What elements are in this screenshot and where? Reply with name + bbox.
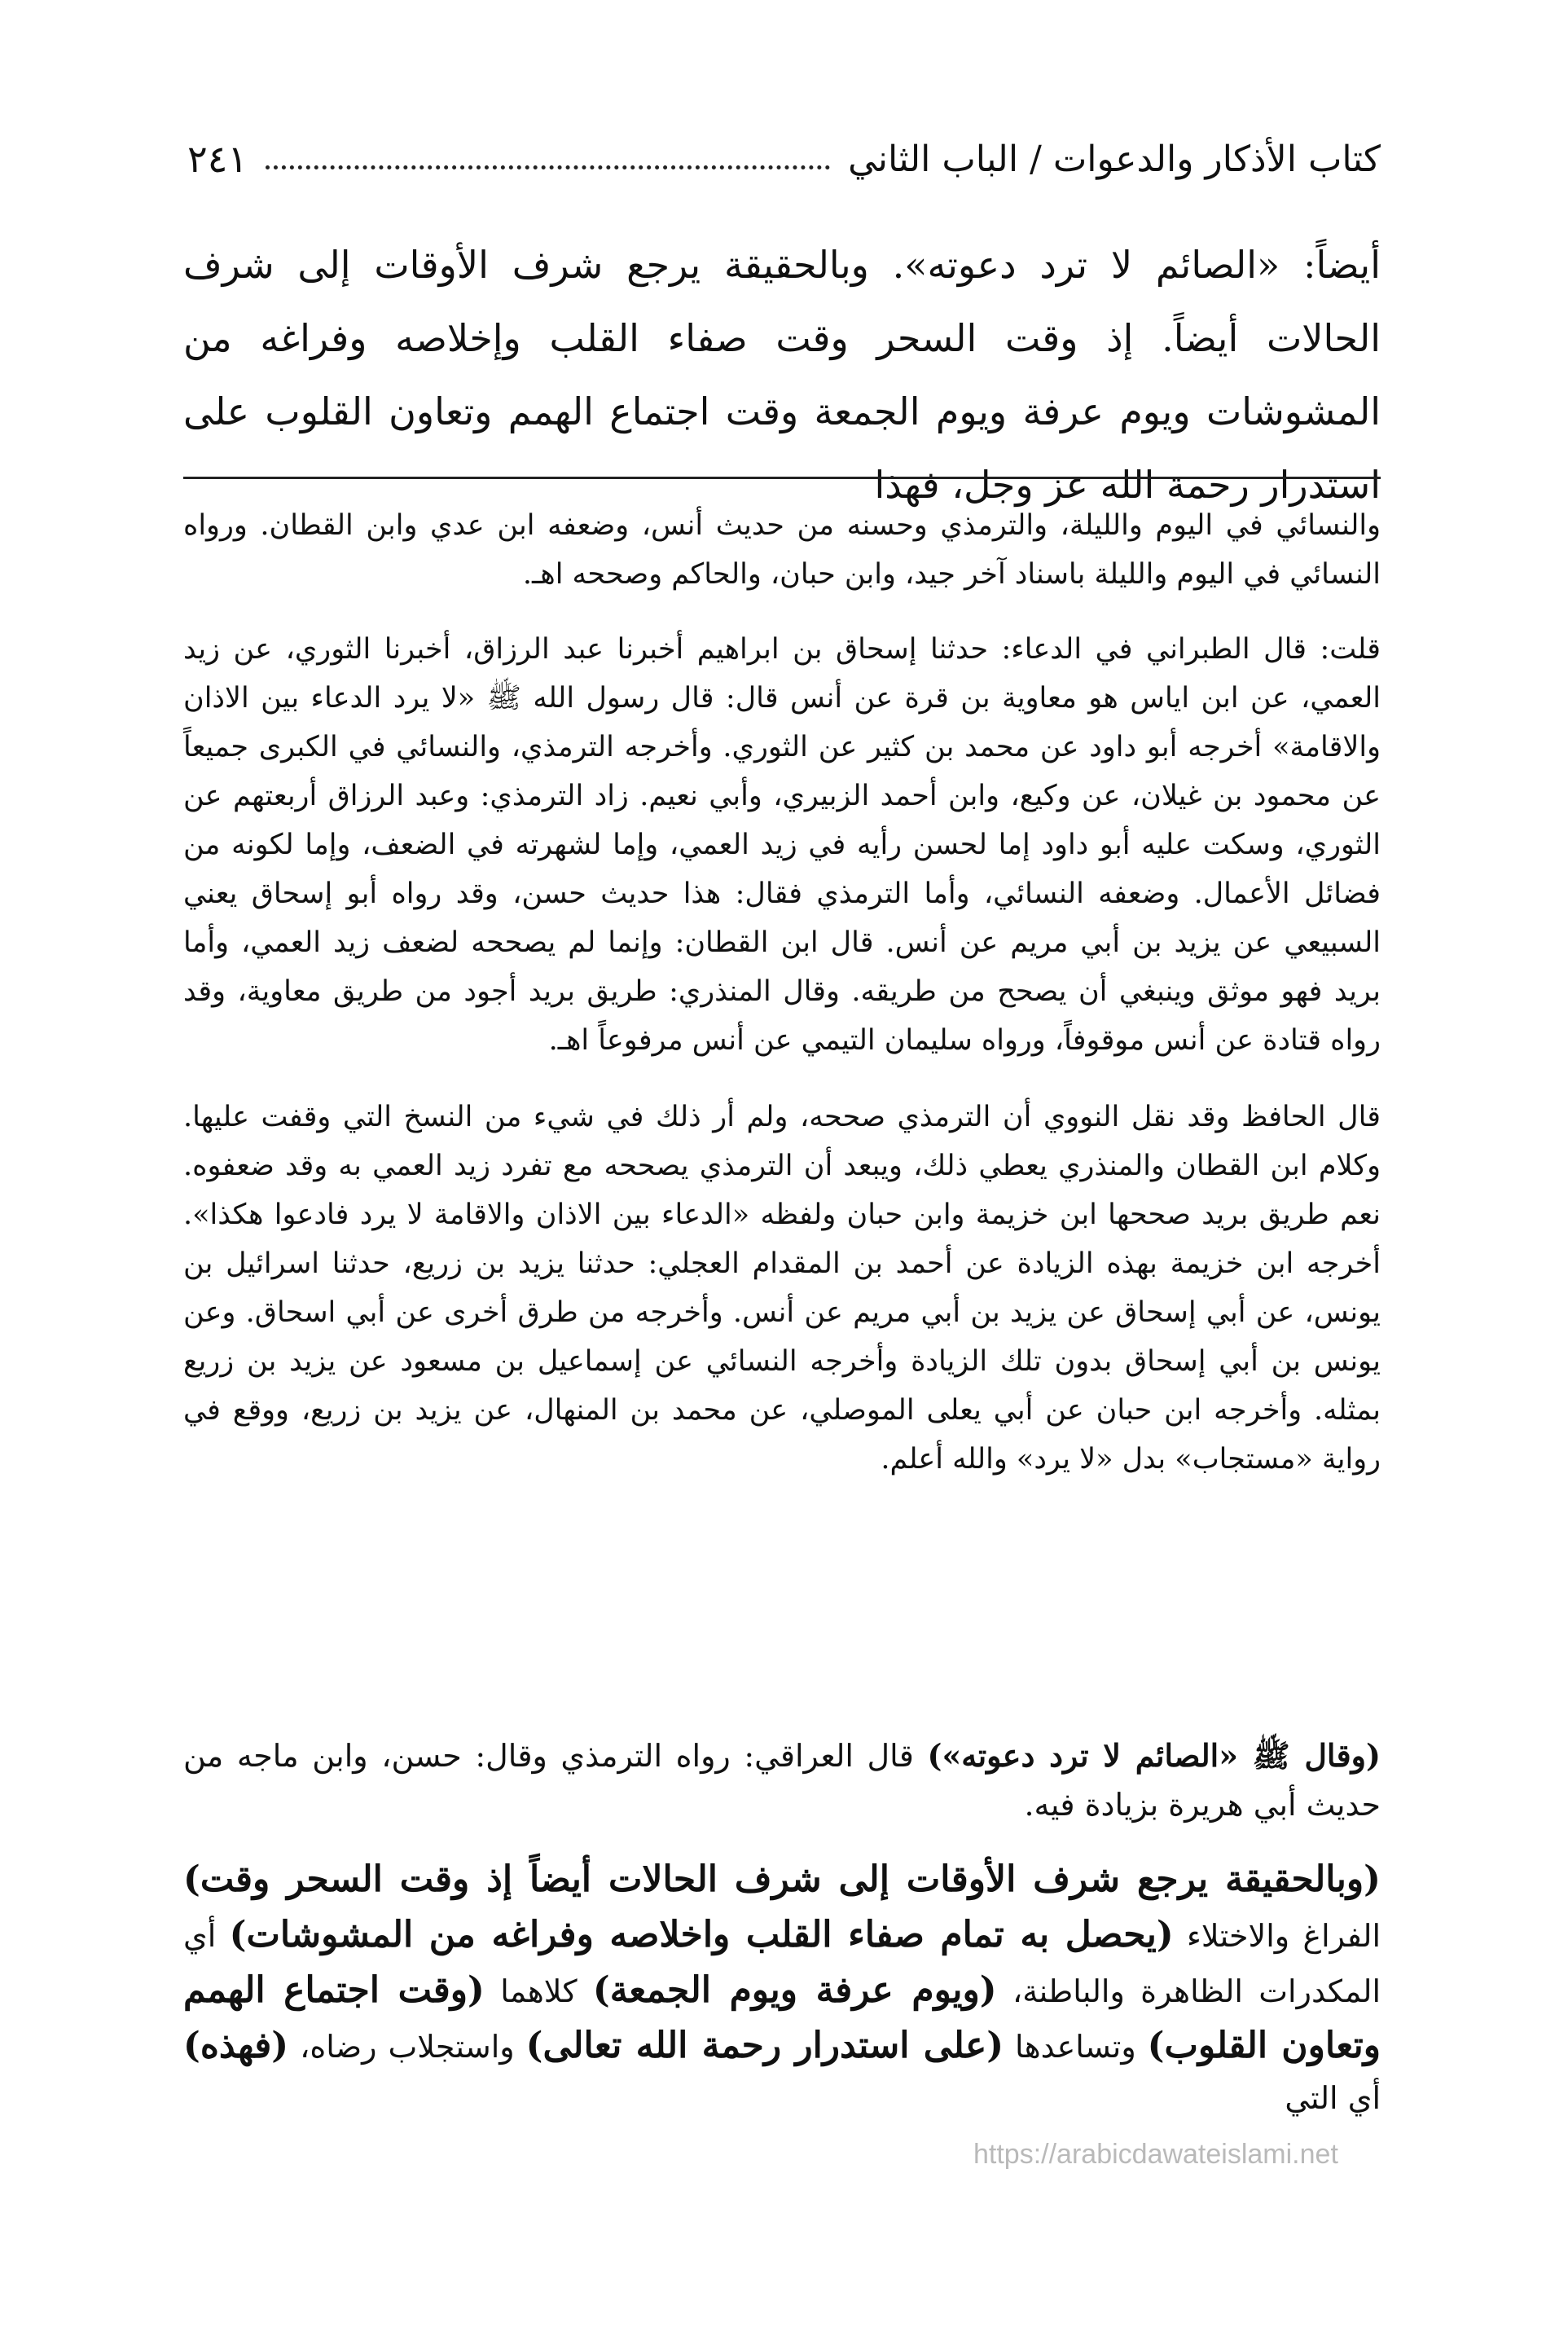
- commentary-span: وتساعدها: [1004, 2029, 1148, 2065]
- footnote-paragraph: قال الحافظ وقد نقل النووي أن الترمذي صححه، ولم أر ذلك في شيء من النسخ التي وقفت عليها. وكلام ابن القطان والمنذري يعطي ذلك، ويبعد أن الترمذي يصححه مع تفرد زيد العمي به وقد ضعفوه. نعم طريق بريد صححها ابن خزيمة وابن حبان ولفظه «الدعاء بين الاذان والاقامة لا يرد فادعوا هكذا». أخرجه ابن خزيمة بهذه الزيادة عن أحمد بن المقدام العجلي: حدثنا يزيد بن زريع، حدثنا اسرائيل بن يونس، عن أبي إسحاق عن يزيد بن أبي مريم عن أنس. وأخرجه من طرق أخرى عن أبي اسحاق. وعن يونس بن أبي إسحاق بدون تلك الزيادة وأخرجه النسائي عن إسماعيل بن مسعود عن يزيد بن زريع بمثله. وأخرجه ابن حبان عن أبي يعلى الموصلي، عن محمد بن المنهال، عن يزيد بن زريع، ووقع في رواية «مستجاب» بدل «لا يرد» والله أعلم.: [183, 1101, 1381, 1476]
- commentary-span: أي التي: [1285, 2080, 1381, 2116]
- commentary-span: الفراغ والاختلاء: [1173, 1918, 1381, 1954]
- main-paragraph: أيضاً: «الصائم لا ترد دعوته». وبالحقيقة يرجع شرف الأوقات إلى شرف الحالات أيضاً. إذ وقت السحر وقت صفاء القلب وإخلاصه وفراغه من المشوشات ويوم عرفة ويوم الجمعة وقت اجتماع الهمم وتعاون القلوب على استدرار رحمة الله عز وجل، فهذا: [183, 243, 1381, 507]
- leader-dots: [266, 165, 830, 169]
- quoted-matn: (فهذه): [183, 2025, 289, 2066]
- quoted-matn: (ويوم عرفة ويوم الجمعة): [592, 1969, 997, 2011]
- quoted-matn: (يحصل به تمام صفاء القلب واخلاصه وفراغه من المشوشات): [229, 1914, 1174, 1955]
- quoted-matn: (وقال ﷺ «الصائم لا ترد دعوته»): [927, 1737, 1381, 1774]
- quoted-matn: (على استدرار رحمة الله تعالى): [525, 2025, 1004, 2066]
- running-title: كتاب الأذكار والدعوات / الباب الثاني: [848, 138, 1381, 180]
- footnote-paragraph: والنسائي في اليوم والليلة، والترمذي وحسنه من حديث أنس، وضعفه ابن عدي وابن القطان. ورواه النسائي في اليوم والليلة باسناد آخر جيد، وابن حبان، والحاكم وصححه اهـ.: [183, 509, 1381, 591]
- commentary-span: كلاهما: [484, 1973, 593, 2009]
- running-header: [187, 122, 1381, 196]
- footnote-paragraph: قلت: قال الطبراني في الدعاء: حدثنا إسحاق بن ابراهيم أخبرنا عبد الرزاق، أخبرنا الثوري، عن زيد العمي، عن ابن اياس هو معاوية بن قرة عن أنس قال: قال رسول الله ﷺ «لا يرد الدعاء بين الاذان والاقامة» أخرجه أبو داود عن محمد بن كثير عن الثوري. وأخرجه الترمذي، والنسائي في الكبرى جميعاً عن محمود بن غيلان، عن وكيع، وابن أحمد الزبيري، وأبي نعيم. زاد الترمذي: وعبد الرزاق أربعتهم عن الثوري، وسكت عليه أبو داود إما لحسن رأيه في زيد العمي، وإما لشهرته في الضعف، وإما لكونه من فضائل الأعمال. وضعفه النسائي، وأما الترمذي فقال: هذا حديث حسن، وقد رواه أبو إسحاق يعني السبيعي عن يزيد بن أبي مريم عن أنس. قال ابن القطان: وإنما لم يصححه لضعف زيد العمي، وأما بريد فهو موثق وينبغي أن يصحح من طريقه. وقال المنذري: طريق بريد أجود من طريق معاوية، وقد رواه قتادة عن أنس موقوفاً، ورواه سليمان التيمي عن أنس مرفوعاً اهـ.: [183, 633, 1381, 1057]
- quoted-matn: (وبالحقيقة يرجع شرف الأوقات إلى شرف الحالات أيضاً إذ وقت السحر وقت): [183, 1859, 1381, 1900]
- footnote-divider: [183, 477, 1381, 479]
- commentary-span: أي المكدرات الظاهرة والباطنة،: [183, 1918, 1381, 2009]
- commentary-paragraph: [183, 1852, 1381, 2122]
- commentary-text: [183, 1731, 1381, 2145]
- footnotes: [183, 501, 1381, 1511]
- commentary-paragraph: [183, 1731, 1381, 1829]
- commentary-span: واستجلاب رضاه،: [288, 2029, 526, 2065]
- quoted-matn: (وقت اجتماع الهمم وتعاون القلوب): [183, 1969, 1381, 2066]
- watermark-url: https://arabicdawateislami.net: [973, 2139, 1338, 2170]
- page-number: ٢٤١: [187, 137, 248, 181]
- commentary-span: قال العراقي: رواه الترمذي وقال: حسن، وابن ماجه من حديث أبي هريرة بزيادة فيه.: [183, 1738, 1381, 1823]
